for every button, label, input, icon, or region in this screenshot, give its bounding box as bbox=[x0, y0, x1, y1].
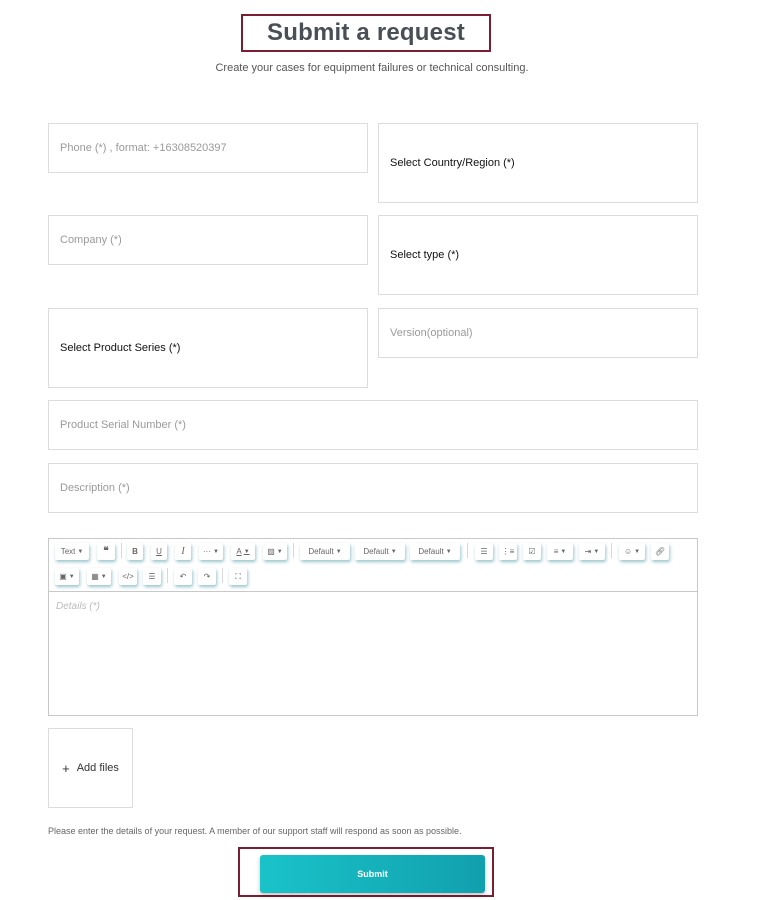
blockquote-icon[interactable]: ❝ bbox=[97, 543, 115, 560]
line-height-dropdown[interactable]: Default ▼ bbox=[410, 543, 460, 560]
support-note: Please enter the details of your request. A member of our support staff will respond as soon as possible. bbox=[48, 826, 462, 836]
link-icon[interactable]: 🔗︎ bbox=[651, 543, 669, 560]
submit-button[interactable]: Submit bbox=[260, 855, 485, 893]
add-files-button[interactable] bbox=[48, 728, 133, 808]
underline-icon[interactable]: U bbox=[151, 543, 167, 560]
more-icon[interactable]: ··· ▼ bbox=[199, 543, 223, 560]
table-icon[interactable]: ▦ ▼ bbox=[87, 568, 111, 585]
text-style-dropdown[interactable]: Text ▼ bbox=[55, 543, 89, 560]
line-height-label: Default bbox=[418, 547, 444, 556]
toolbar-divider bbox=[467, 543, 468, 558]
bold-icon[interactable]: B bbox=[127, 543, 143, 560]
toolbar-divider bbox=[611, 543, 612, 558]
phone-input[interactable]: Phone (*) , format: +16308520397 bbox=[48, 123, 368, 173]
redo-icon[interactable]: ↷ bbox=[198, 568, 216, 585]
rich-text-editor bbox=[48, 538, 698, 716]
emoji-icon[interactable]: ☺ ▼ bbox=[619, 543, 645, 560]
version-input[interactable]: Version(optional) bbox=[378, 308, 698, 358]
type-select[interactable]: Select type (*) bbox=[378, 215, 698, 295]
todo-list-icon[interactable]: ☑ bbox=[523, 543, 541, 560]
toolbar-divider bbox=[167, 568, 168, 583]
image-icon[interactable]: ▣ ▼ bbox=[55, 568, 79, 585]
align-icon[interactable]: ≡ ▼ bbox=[547, 543, 573, 560]
indent-icon[interactable]: ⇥ ▼ bbox=[579, 543, 605, 560]
fullscreen-icon[interactable]: ⛶ bbox=[229, 568, 247, 585]
toolbar-divider bbox=[121, 543, 122, 558]
font-family-dropdown[interactable]: Default ▼ bbox=[300, 543, 350, 560]
country-region-select[interactable]: Select Country/Region (*) bbox=[378, 123, 698, 203]
serial-number-input[interactable]: Product Serial Number (*) bbox=[48, 400, 698, 450]
font-size-label: Default bbox=[363, 547, 389, 556]
font-color-icon[interactable]: A ▼ bbox=[231, 543, 255, 560]
toolbar-divider bbox=[222, 568, 223, 583]
details-textarea[interactable]: Details (*) bbox=[56, 601, 100, 612]
editor-toolbar bbox=[49, 539, 697, 592]
divider-icon[interactable]: ☰ bbox=[143, 568, 161, 585]
page-title: Submit a request bbox=[267, 19, 465, 46]
numbered-list-icon[interactable]: ⋮≡ bbox=[499, 543, 517, 560]
plus-icon: + bbox=[62, 760, 70, 776]
add-files-label: Add files bbox=[76, 762, 119, 774]
description-input[interactable]: Description (*) bbox=[48, 463, 698, 513]
background-color-icon[interactable]: ▨ ▼ bbox=[263, 543, 287, 560]
product-series-select[interactable]: Select Product Series (*) bbox=[48, 308, 368, 388]
title-highlight-frame bbox=[241, 14, 491, 52]
font-size-dropdown[interactable]: Default ▼ bbox=[355, 543, 405, 560]
undo-icon[interactable]: ↶ bbox=[174, 568, 192, 585]
code-icon[interactable]: </> bbox=[119, 568, 137, 585]
font-family-label: Default bbox=[308, 547, 334, 556]
company-input[interactable]: Company (*) bbox=[48, 215, 368, 265]
toolbar-divider bbox=[293, 543, 294, 558]
text-style-label: Text bbox=[60, 547, 76, 556]
italic-icon[interactable]: I bbox=[175, 543, 191, 560]
bulleted-list-icon[interactable]: ☰ bbox=[475, 543, 493, 560]
page-subtitle: Create your cases for equipment failures or technical consulting. bbox=[215, 62, 529, 74]
